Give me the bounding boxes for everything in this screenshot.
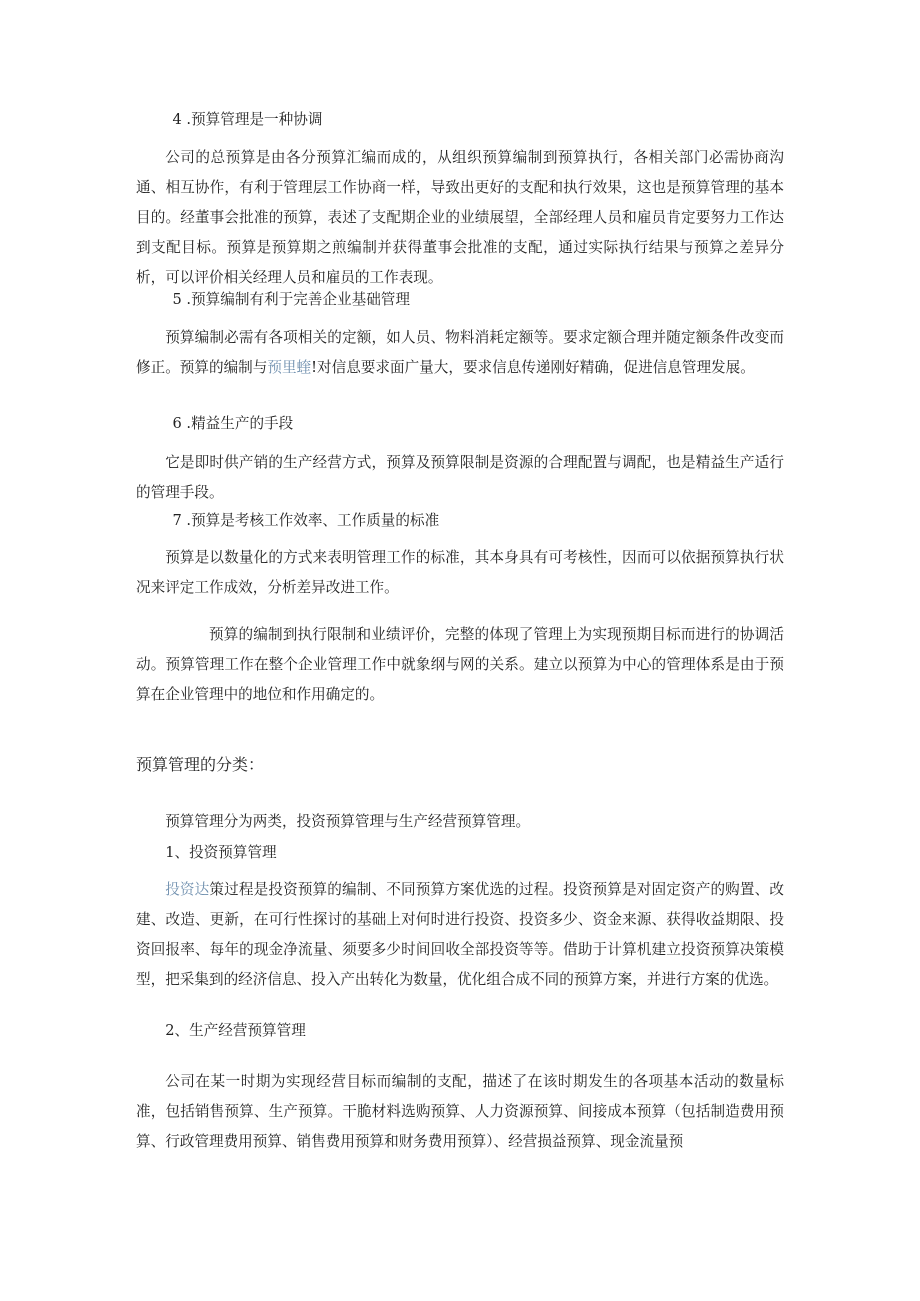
classification-intro: 预算管理分为两类，投资预算管理与生产经营预算管理。 bbox=[165, 813, 531, 830]
item5-body-end: !对信息要求面广量大，要求信息传递刚好精确，促进信息管理发展。 bbox=[311, 359, 755, 376]
item4-heading: 4 .预算管理是一种协调 bbox=[172, 111, 323, 128]
item5-link[interactable]: 预里蝰 bbox=[267, 359, 312, 376]
item7-body: 预算是以数量化的方式来表明管理工作的标准，其本身具有可考核性，因而可以依据预算执行状况来评定工作成效，分析差异改进工作。 bbox=[136, 549, 784, 596]
item6-heading: 6 .精益生产的手段 bbox=[172, 415, 294, 432]
item6-body: 它是即时供产销的生产经营方式，预算及预算限制是资源的合理配置与调配，也是精益生产适行的管理手段。 bbox=[136, 454, 784, 501]
item7-heading: 7 .预算是考核工作效率、工作质量的标准 bbox=[172, 512, 440, 529]
item5-heading: 5 .预算编制有利于完善企业基础管理 bbox=[172, 291, 410, 308]
sub1-body bbox=[136, 875, 784, 995]
sub1-heading: 1、投资预算管理 bbox=[165, 844, 277, 861]
summary-paragraph: 预算的编制到执行限制和业绩评价，完整的体现了管理上为实现预期目标而进行的协调活动。预算管理工作在整个企业管理工作中就象纲与网的关系。建立以预算为中心的管理体系是由于预算在企业管理中的地位和作用确定的。 bbox=[136, 626, 784, 703]
sub2-body: 公司在某一时期为实现经营目标而编制的支配，描述了在该时期发生的各项基本活动的数量标准，包括销售预算、生产预算。干脆材料选购预算、人力资源预算、间接成本预算（包括制造费用预算、行政管理费用预算、销售费用预算和财务费用预算）、经营损益预算、现金流量预 bbox=[136, 1073, 784, 1150]
sub2-heading: 2、生产经营预算管理 bbox=[165, 1022, 306, 1039]
sub1-body-text: 策过程是投资预算的编制、不同预算方案优选的过程。投资预算是对固定资产的购置、改建、改造、更新，在可行性探讨的基础上对何时进行投资、投资多少、资金来源、获得收益期限、投资回报率、每年的现金净流量、须要多少时间回收全部投资等等。借助于计算机建立投资预算决策模型，把采集到的经济信息、投入产出转化为数量，优化组合成不同的预算方案，并进行方案的优选。 bbox=[136, 881, 784, 988]
item4-body: 公司的总预算是由各分预算汇编而成的，从组织预算编制到预算执行，各相关部门必需协商沟通、相互协作，有利于管理层工作协商一样，导致出更好的支配和执行效果，这也是预算管理的基本目的。经董事会批准的预算，表述了支配期企业的业绩展望，全部经理人员和雇员肯定要努力工作达到支配目标。预算是预算期之煎编制并获得董事会批准的支配，通过实际执行结果与预算之差异分析，可以评价相关经理人员和雇员的工作表现。 bbox=[136, 149, 784, 286]
section-title: 预算管理的分类： bbox=[136, 755, 265, 774]
item5-body-start: 预算编制必需有各项相关的定额，如人员、物料消耗定额等。要求定额合理并随定额条件改变而修正。预算的编制与 bbox=[136, 329, 784, 376]
sub1-link[interactable]: 投资达 bbox=[165, 881, 210, 898]
item5-body bbox=[136, 323, 784, 383]
